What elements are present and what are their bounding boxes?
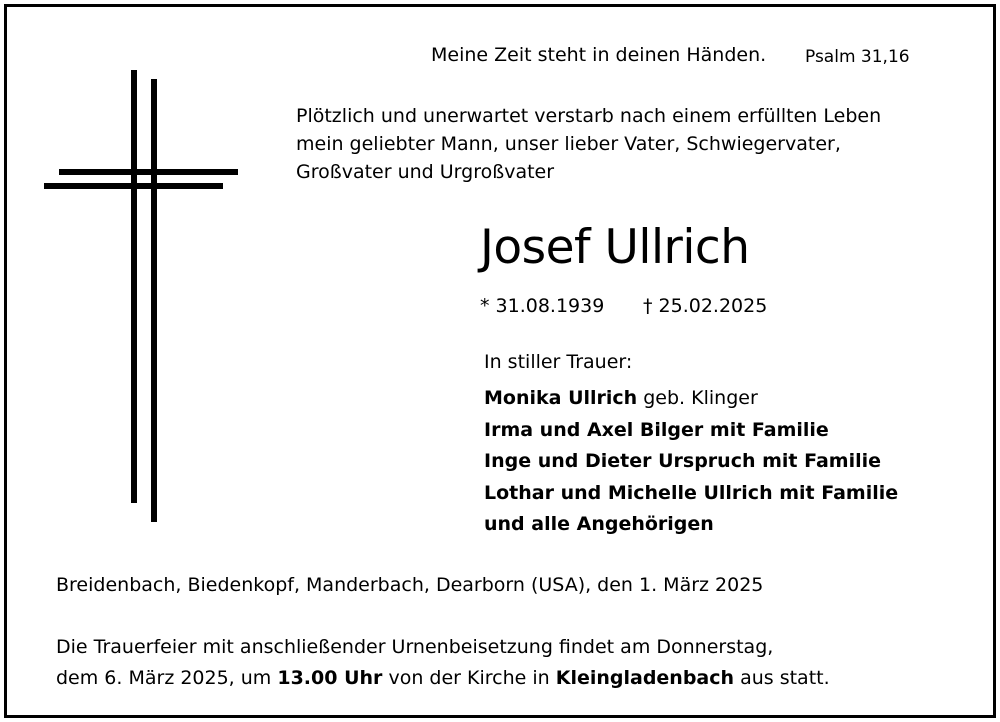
obituary-notice — [4, 4, 996, 718]
funeral-line — [56, 663, 830, 694]
funeral-place: Kleingladenbach — [555, 667, 735, 689]
funeral-time: 13.00 Uhr — [277, 667, 383, 689]
funeral-line: Die Trauerfeier mit anschließender Urnenbeisetzung findet am Donnerstag, — [56, 636, 774, 658]
mourner-name: Lothar und Michelle Ullrich mit Familie — [484, 481, 899, 504]
funeral-text: aus statt. — [734, 667, 830, 689]
psalm-reference: Psalm 31,16 — [805, 47, 910, 67]
funeral-info — [56, 632, 830, 694]
mourner-name: und alle Angehörigen — [484, 513, 714, 535]
mourner-entry — [484, 509, 898, 541]
mourner-name: Monika Ullrich — [484, 387, 638, 409]
mourner-name: Irma und Axel Bilger mit Familie — [484, 418, 829, 441]
intro-line: mein geliebter Mann, unser lieber Vater, Schwiegervater, — [296, 133, 841, 155]
mourner-entry — [484, 383, 898, 415]
deceased-name: Josef Ullrich — [480, 220, 750, 275]
mourners-list — [484, 383, 898, 541]
funeral-text: dem 6. März 2025, um — [56, 667, 278, 689]
motto-text: Meine Zeit steht in deinen Händen. — [431, 44, 767, 66]
mourner-name: Inge und Dieter Urspruch mit Familie — [484, 450, 882, 472]
mourner-maiden-name: geb. Klinger — [637, 387, 758, 409]
intro-text — [296, 102, 881, 186]
mourner-entry — [484, 478, 898, 510]
birth-date: * 31.08.1939 — [480, 295, 605, 317]
mourner-entry — [484, 415, 898, 447]
intro-line: Großvater und Urgroßvater — [296, 161, 555, 183]
mourner-entry — [484, 446, 898, 478]
mourners-label: In stiller Trauer: — [484, 351, 633, 373]
place-date: Breidenbach, Biedenkopf, Manderbach, Dearborn (USA), den 1. März 2025 — [56, 574, 764, 596]
death-date: † 25.02.2025 — [643, 295, 768, 317]
funeral-text: von der Kirche in — [382, 667, 556, 689]
intro-line: Plötzlich und unerwartet verstarb nach einem erfüllten Leben — [296, 105, 882, 127]
